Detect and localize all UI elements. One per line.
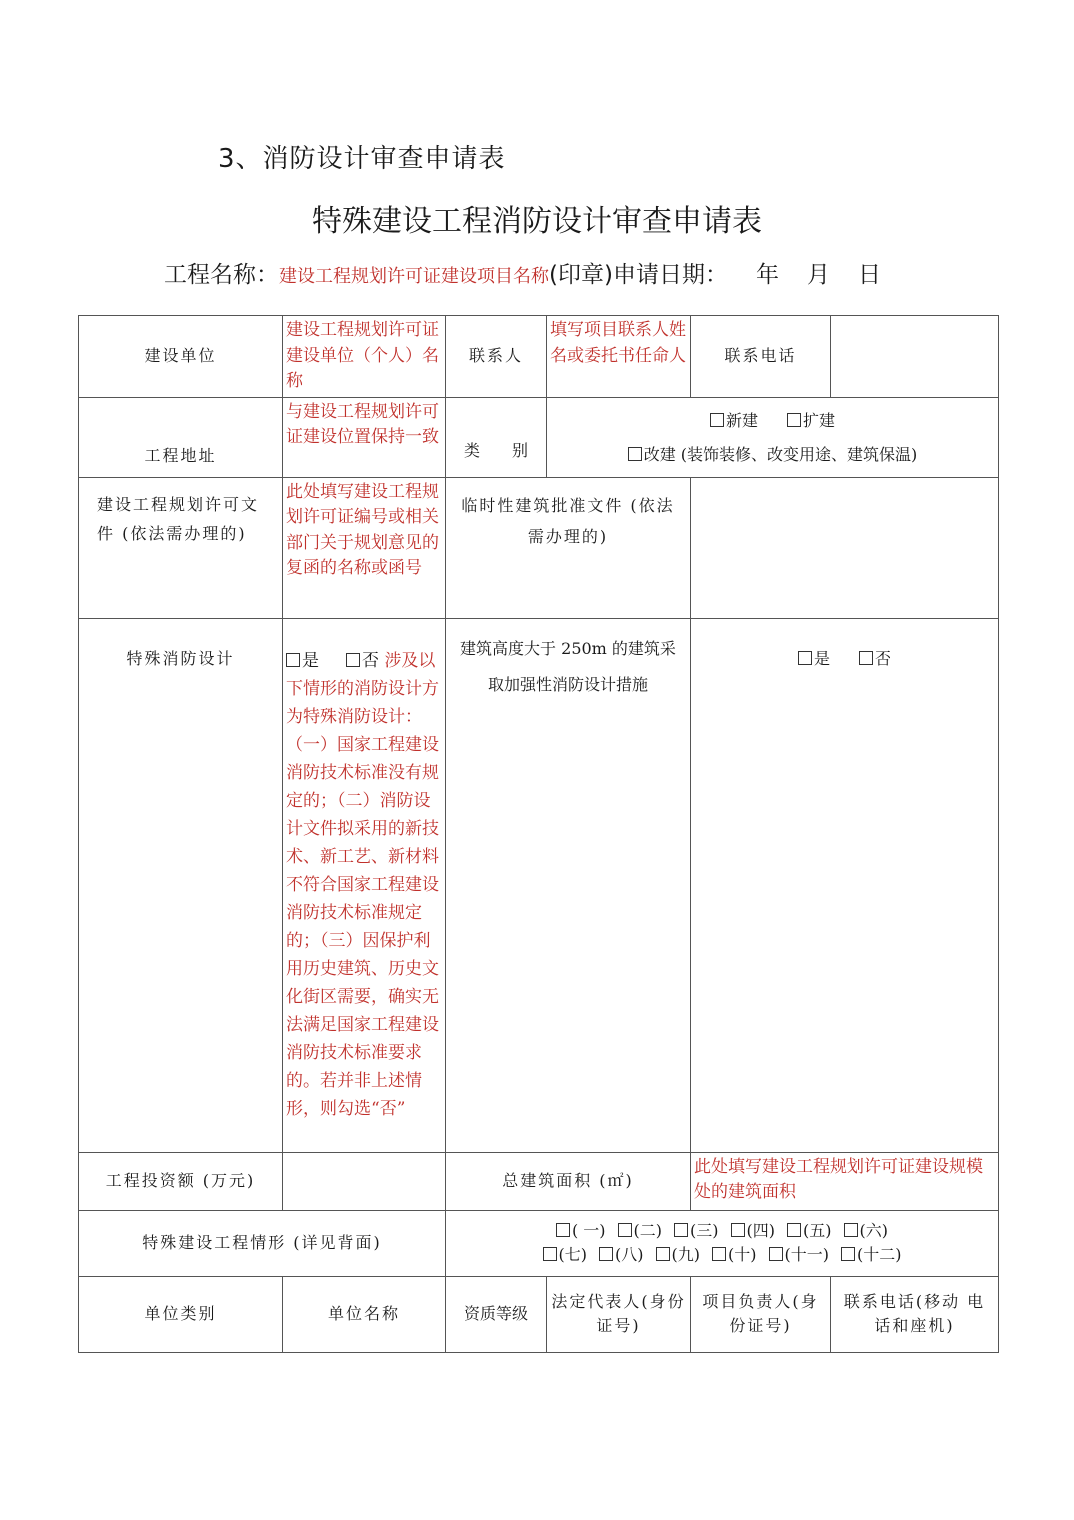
case-option[interactable] [731, 1221, 776, 1240]
header-project-lead: 项目负责人(身份证号) [691, 1276, 831, 1352]
checkbox-icon[interactable] [710, 413, 724, 427]
construction-unit-label: 建设单位 [79, 316, 283, 398]
category-label: 类 别 [446, 397, 547, 477]
application-form-table [78, 315, 999, 1353]
project-address-field[interactable]: 与建设工程规划许可证建设位置保持一致 [283, 397, 446, 477]
case-label: (五) [803, 1221, 832, 1240]
case-label: (十一) [784, 1245, 829, 1264]
investment-label: 工程投资额 (万元) [79, 1152, 283, 1210]
case-option[interactable] [543, 1245, 588, 1264]
case-label: (九) [671, 1245, 700, 1264]
day-label: 日 [857, 262, 881, 288]
contact-phone-field[interactable] [831, 316, 999, 398]
case-option[interactable] [556, 1221, 606, 1240]
row-unit-headers [79, 1276, 999, 1352]
temporary-building-field[interactable] [691, 477, 999, 618]
section-title: 3、消防设计审查申请表 [218, 144, 506, 174]
page-title: 特殊建设工程消防设计审查申请表 [312, 204, 762, 239]
checkbox-icon[interactable] [628, 447, 642, 461]
special-fire-design-field [283, 618, 446, 1152]
checkbox-icon[interactable] [841, 1247, 855, 1261]
case-label: (三) [690, 1221, 719, 1240]
height-over-250m-options [691, 618, 999, 1152]
case-option[interactable] [769, 1245, 830, 1264]
special-no-option[interactable]: 否 [346, 651, 379, 671]
year-label: 年 [755, 262, 779, 288]
case-option[interactable] [599, 1245, 644, 1264]
checkbox-icon[interactable] [859, 651, 873, 665]
option-new[interactable]: 新建 [710, 411, 758, 430]
planning-permit-field[interactable]: 此处填写建设工程规划许可证编号或相关部门关于规划意见的复函的名称或函号 [283, 477, 446, 618]
temporary-building-label: 临时性建筑批准文件 (依法 需办理的) [446, 477, 691, 618]
row-special-fire-design [79, 618, 999, 1152]
row-investment [79, 1152, 999, 1210]
project-line [164, 256, 881, 289]
checkbox-icon[interactable] [286, 653, 300, 667]
option-expand[interactable]: 扩建 [787, 411, 835, 430]
checkbox-icon[interactable] [844, 1223, 858, 1237]
contact-person-field[interactable]: 填写项目联系人姓名或委托书任命人 [547, 316, 691, 398]
total-area-label: 总建筑面积 (㎡) [446, 1152, 691, 1210]
row-construction-unit [79, 316, 999, 398]
case-label: (六) [859, 1221, 889, 1240]
case-label: (四) [746, 1221, 776, 1240]
header-legal-representative: 法定代表人(身份证号) [547, 1276, 691, 1352]
category-options [547, 397, 999, 477]
height-yes-option[interactable]: 是 [798, 649, 830, 668]
checkbox-icon[interactable] [599, 1247, 613, 1261]
row-special-cases [79, 1210, 999, 1276]
case-label: (八) [615, 1245, 644, 1264]
checkbox-icon[interactable] [787, 1223, 801, 1237]
checkbox-icon[interactable] [346, 653, 360, 667]
checkbox-icon[interactable] [731, 1223, 745, 1237]
case-label: (十) [728, 1245, 757, 1264]
case-option[interactable] [674, 1221, 719, 1240]
project-name-label: 工程名称： [164, 262, 279, 288]
construction-unit-field[interactable]: 建设工程规划许可证建设单位（个人）名称 [283, 316, 446, 398]
height-no-option[interactable]: 否 [859, 649, 891, 668]
checkbox-icon[interactable] [798, 651, 812, 665]
option-rebuild[interactable]: 改建 (装饰装修、改变用途、建筑保温) [628, 445, 918, 464]
project-address-label: 工程地址 [79, 397, 283, 477]
case-option[interactable] [712, 1245, 757, 1264]
header-unit-name: 单位名称 [283, 1276, 446, 1352]
row-project-address [79, 397, 999, 477]
contact-person-label: 联系人 [446, 316, 547, 398]
header-unit-type: 单位类别 [79, 1276, 283, 1352]
case-label: (二) [633, 1221, 663, 1240]
date-label: 申请日期： [612, 262, 728, 288]
total-area-field[interactable]: 此处填写建设工程规划许可证建设规模处的建筑面积 [691, 1152, 999, 1210]
header-contact-phone: 联系电话(移动 电 话和座机) [831, 1276, 999, 1352]
investment-field[interactable] [283, 1152, 446, 1210]
case-option[interactable] [844, 1221, 889, 1240]
case-option[interactable] [656, 1245, 701, 1264]
header-qualification: 资质等级 [446, 1276, 547, 1352]
checkbox-icon[interactable] [787, 413, 801, 427]
checkbox-icon[interactable] [656, 1247, 670, 1261]
special-cases-options [446, 1210, 999, 1276]
checkbox-icon[interactable] [769, 1247, 783, 1261]
checkbox-icon[interactable] [618, 1223, 632, 1237]
case-label: ( 一) [571, 1221, 606, 1240]
special-cases-label: 特殊建设工程情形 (详见背面) [79, 1210, 446, 1276]
checkbox-icon[interactable] [712, 1247, 726, 1261]
row-planning-permit [79, 477, 999, 618]
special-fire-design-label: 特殊消防设计 [79, 618, 283, 1152]
seal-label: (印章) [549, 262, 613, 288]
checkbox-icon[interactable] [543, 1247, 557, 1261]
case-label: (七) [558, 1245, 587, 1264]
contact-phone-label: 联系电话 [691, 316, 831, 398]
case-option[interactable] [787, 1221, 832, 1240]
case-option[interactable] [618, 1221, 663, 1240]
planning-permit-label: 建设工程规划许可文件 (依法需办理的) [79, 477, 283, 618]
special-yes-option[interactable]: 是 [286, 651, 319, 671]
checkbox-icon[interactable] [674, 1223, 688, 1237]
height-over-250m-label: 建筑高度大于 250m 的建筑采取加强性消防设计措施 [446, 618, 691, 1152]
case-label: (十二) [857, 1245, 902, 1264]
month-label: 月 [806, 262, 830, 288]
checkbox-icon[interactable] [556, 1223, 570, 1237]
project-name-placeholder[interactable]: 建设工程规划许可证建设项目名称 [279, 266, 549, 287]
case-option[interactable] [841, 1245, 902, 1264]
special-fire-design-note: 涉及以下情形的消防设计方为特殊消防设计：（一）国家工程建设消防技术标准没有规定的；（二）消防设计文件拟采用的新技术、新工艺、新材料不符合国家工程建设消防技术标准规定的；（三）因保护利用历史建筑、历史文化街区需要，确实无法满足国家工程建设消防技术标准要求的。若并非上述情形，则勾选“否” [286, 650, 439, 1120]
